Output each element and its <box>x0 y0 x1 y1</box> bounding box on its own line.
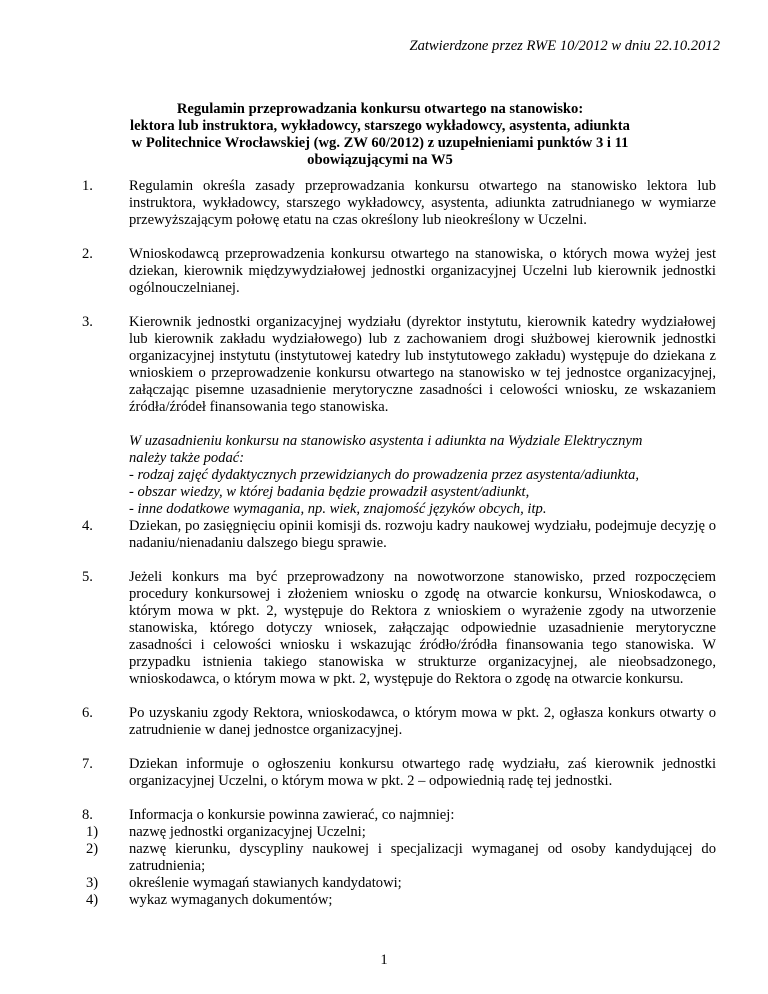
page-number: 1 <box>380 952 388 968</box>
item-text: Dziekan informuje o ogłoszeniu konkursu otwartego radę wydziału, zaś kierownik jednostki organizacyjnej Uczelni, o którym mowa w pkt. 2 – odpowiednią radę tej jednostki. <box>129 756 716 789</box>
title-line-4: obowiązującymi na W5 <box>307 152 453 168</box>
list-item-8 <box>82 807 716 909</box>
sub-item-2 <box>82 841 716 875</box>
list-item-7 <box>82 756 716 790</box>
sub-item-number: 4) <box>86 892 99 908</box>
note-line-1: W uzasadnieniu konkursu na stanowisko asystenta i adiunkta na Wydziale Elektrycznym <box>129 433 643 449</box>
sub-item-3 <box>82 875 716 892</box>
item-number: 7. <box>82 756 93 772</box>
note-line-2: należy także podać: <box>129 450 245 466</box>
item-text: Po uzyskaniu zgody Rektora, wnioskodawca, o którym mowa w pkt. 2, ogłasza konkurs otwarty o zatrudnienie w danej jednostce organizacyjnej. <box>129 705 716 738</box>
item-number: 1. <box>82 178 93 194</box>
list-item-3 <box>82 314 716 416</box>
regulation-list <box>82 178 716 909</box>
title-line-2: lektora lub instruktora, wykładowcy, starszego wykładowcy, asystenta, adiunkta <box>130 118 630 134</box>
item-number: 5. <box>82 569 93 585</box>
sub-item-text: nazwę kierunku, dyscypliny naukowej i specjalizacji wymaganej od osoby kandydującej do zatrudnienia; <box>129 841 716 874</box>
item-text: Jeżeli konkurs ma być przeprowadzony na nowotworzone stanowisko, przed rozpoczęciem procedury konkursowej i złożeniem wniosku o zgodę na otwarcie konkursu, Wnioskodawca, o którym mowa w pkt. 2, występuje do Rektora z wnioskiem o wyrażenie zgody na utworzenie stanowiska, którego dotyczy wniosek, załączając odpowiednie uzasadnienie merytoryczne zasadności i celowości wniosku i wskazując źródło/źródła finansowania tego stanowiska. W przypadku istnienia takiego stanowiska w strukturze organizacyjnej, ale nieobsadzonego, wnioskodawca, o którym mowa w pkt. 2, występuje do Rektora o zgodę na otwarcie konkursu. <box>129 569 716 687</box>
sub-item-1 <box>82 824 716 841</box>
document-title <box>90 101 670 169</box>
note-line-5: - inne dodatkowe wymagania, np. wiek, znajomość języków obcych, itp. <box>129 501 547 517</box>
supplementary-note <box>82 433 716 518</box>
sub-item-4 <box>82 892 716 909</box>
list-item-4 <box>82 518 716 552</box>
item-text: Regulamin określa zasady przeprowadzania konkursu otwartego na stanowisko lektora lub instruktora, wykładowcy, starszego wykładowcy, asystenta, adiunkta zatrudnianego w wymiarze przewyższającym połowę etatu na czas określony lub nieokreślony w Uczelni. <box>129 178 716 228</box>
item-number: 8. <box>82 807 93 823</box>
sub-item-text: wykaz wymaganych dokumentów; <box>129 892 333 908</box>
list-item-5 <box>82 569 716 688</box>
title-line-1: Regulamin przeprowadzania konkursu otwartego na stanowisko: <box>176 101 584 117</box>
list-item-1 <box>82 178 716 229</box>
item-number: 4. <box>82 518 93 534</box>
item-text: Informacja o konkursie powinna zawierać, co najmniej: <box>129 807 455 823</box>
item-text: Dziekan, po zasięgnięciu opinii komisji ds. rozwoju kadry naukowej wydziału, podejmuje decyzję o nadaniu/nienadaniu dalszego biegu sprawie. <box>129 518 716 551</box>
item-number: 6. <box>82 705 93 721</box>
sub-item-text: określenie wymagań stawianych kandydatowi; <box>129 875 402 891</box>
item-number: 3. <box>82 314 93 330</box>
note-line-3: - rodzaj zajęć dydaktycznych przewidzianych do prowadzenia przez asystenta/adiunkta, <box>129 467 640 483</box>
approval-note: Zatwierdzone przez RWE 10/2012 w dniu 22.10.2012 <box>409 38 720 54</box>
list-item-6 <box>82 705 716 739</box>
title-line-3: w Politechnice Wrocławskiej (wg. ZW 60/2012) z uzupełnieniami punktów 3 i 11 <box>131 135 629 151</box>
sub-item-number: 3) <box>86 875 99 891</box>
sub-item-text: nazwę jednostki organizacyjnej Uczelni; <box>129 824 366 840</box>
item-text: Wnioskodawcą przeprowadzenia konkursu otwartego na stanowiska, o których mowa wyżej jest dziekan, kierownik międzywydziałowej jednostki organizacyjnej Uczelni lub kierownik jednostki ogólnouczelnianej. <box>129 246 716 296</box>
note-line-4: - obszar wiedzy, w której badania będzie prowadził asystent/adiunkt, <box>129 484 530 500</box>
list-item-2 <box>82 246 716 297</box>
sub-item-number: 1) <box>86 824 99 840</box>
sub-list <box>82 824 716 909</box>
item-number: 2. <box>82 246 93 262</box>
sub-item-number: 2) <box>86 841 99 857</box>
item-text: Kierownik jednostki organizacyjnej wydziału (dyrektor instytutu, kierownik katedry wydziałowej lub kierownik zakładu wydziałowego) lub z zachowaniem drogi służbowej kierownik jednostki organizacyjnej instytutu (instytutowej katedry lub instytutowego zakładu) występuje do dziekana z wnioskiem o przeprowadzenie konkursu otwartego na stanowisko w tej jednostce organizacyjnej, załączając pisemne uzasadnienie merytoryczne zasadności i celowości wniosku, ze wskazaniem źródła/źródeł finansowania tego stanowiska. <box>129 314 716 415</box>
